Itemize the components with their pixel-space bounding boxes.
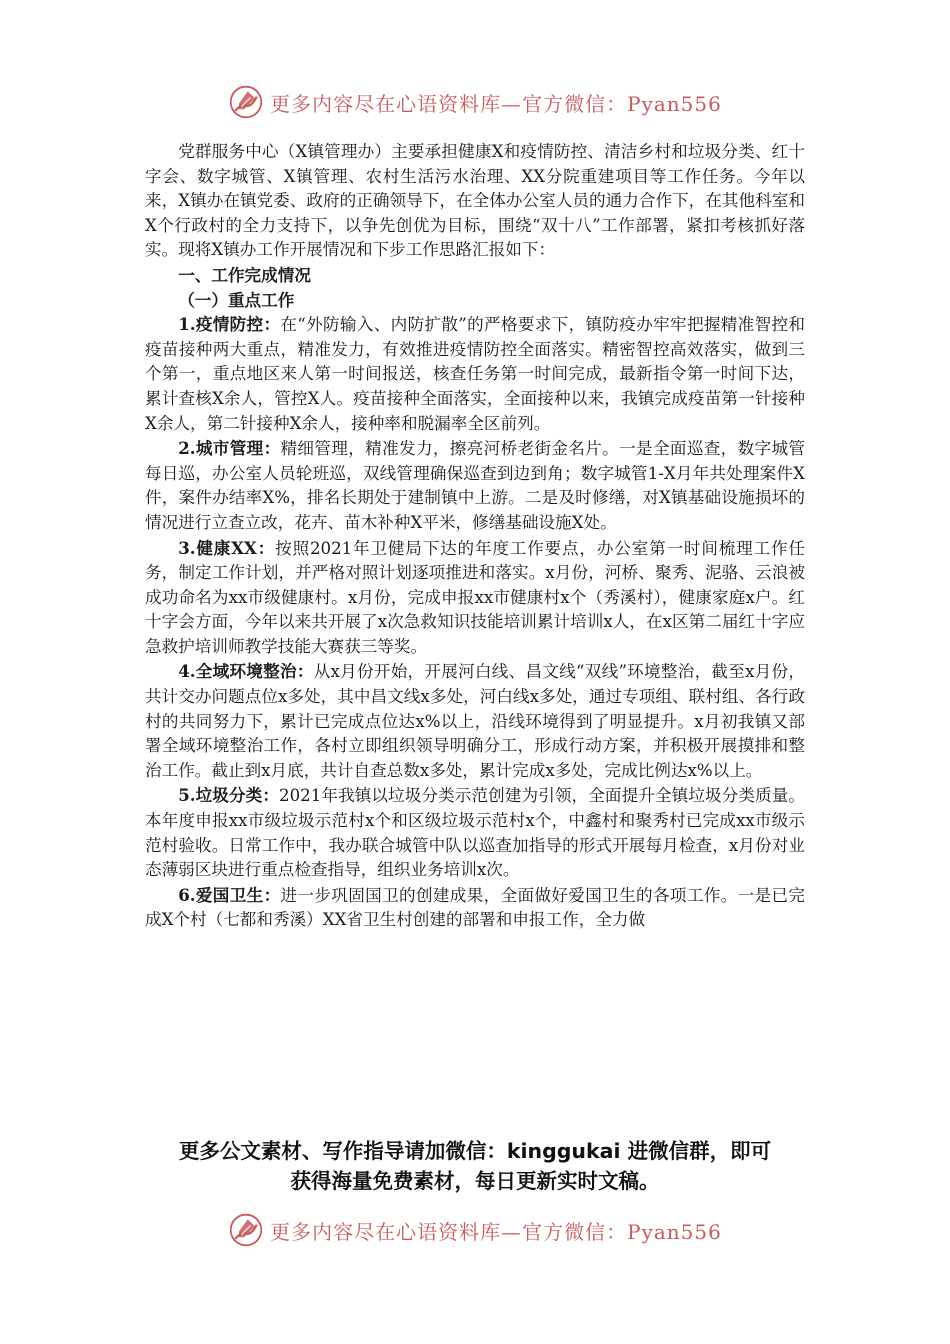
document-body: [145, 140, 805, 933]
item-text: 在“外防输入、内防扩散”的严格要求下，镇防疫办牢牢把握精准智控和疫苗接种两大重点，精准发力，有效推进疫情防控全面落实。精密智控高效落实，做到三个第一，重点地区来人第一时间报送，核查任务第一时间完成，最新指令第一时间下达，累计查核X余人，管控X人。疫苗接种全面落实，全面接种以来，我镇完成疫苗第一针接种X余人，第二针接种X余人，接种率和脱漏率全区前列。: [145, 315, 805, 433]
pen-logo-icon: [228, 1212, 264, 1248]
item-title: 1.疫情防控：: [178, 314, 281, 335]
item-text: 进一步巩固国卫的创建成果，全面做好爱国卫生的各项工作。一是已完成X个村（七都和秀溪）XX省卫生村创建的部署和申报工作，全力做: [145, 885, 805, 930]
item-text: 2021年我镇以垃圾分类示范创建为引领，全面提升全镇垃圾分类质量。本年度申报xx市级垃圾示范村x个和区级垃圾示范村x个，中鑫村和聚秀村已完成xx市级示范村验收。日常工作中，我办联合城管中队以巡查加指导的形式开展每月检查，x月份对业态薄弱区块进行重点检查指导，组织业务培训x次。: [145, 786, 805, 880]
section-heading: 一、工作完成情况: [178, 264, 311, 285]
pen-logo-icon: [228, 84, 264, 120]
item-paragraph: [145, 883, 805, 933]
item-paragraph: [145, 536, 805, 660]
item-paragraph: [145, 312, 805, 436]
promo-text: [0, 1136, 950, 1196]
intro-paragraph: 党群服务中心（X镇管理办）主要承担健康X和疫情防控、清洁乡村和垃圾分类、红十字会、数字城管、X镇管理、农村生活污水治理、XX分院重建项目等工作任务。今年以来，X镇办在镇党委、政府的正确领导下，在全体办公室人员的通力合作下，在其他科室和X个行政村的全力支持下，以争先创优为目标，围绕“双十八”工作部署，紧扣考核抓好落实。现将X镇办工作开展情况和下步工作思路汇报如下：: [145, 142, 805, 260]
banner-text: 更多内容尽在心语资料库—官方微信：Pyan556: [270, 1219, 722, 1244]
banner-text: 更多内容尽在心语资料库—官方微信：Pyan556: [270, 91, 722, 116]
item-paragraph: [145, 659, 805, 783]
item-text: 从x月份开始，开展河白线、昌文线“双线”环境整治，截至x月份，共计交办问题点位x多处，其中昌文线x多处，河白线x多处，通过专项组、联村组、各行政村的共同努力下，累计已完成点位达x%以上，沿线环境得到了明显提升。x月初我镇又部署全域环境整治工作，各村立即组织领导明确分工，形成行动方案，并积极开展摸排和整治工作。截止到x月底，共计自查总数x多处，累计完成x多处，完成比例达x%以上。: [145, 662, 806, 780]
subsection-heading: （一）重点工作: [178, 289, 295, 310]
header-banner: [0, 82, 950, 122]
item-title: 3.健康XX：: [178, 537, 276, 558]
item-title: 6.爱国卫生：: [178, 884, 281, 905]
item-text: 精细管理，精准发力，擦亮河桥老街金名片。一是全面巡查，数字城管每日巡，办公室人员轮班巡，双线管理确保巡查到边到角；数字城管1-X月年共处理案件X件，案件办结率X%，排名长期处于建制镇中上游。二是及时修缮，对X镇基础设施损坏的情况进行立查立改，花卉、苗木补种X平米，修缮基础设施X处。: [145, 439, 805, 532]
item-text: 按照2021年卫健局下达的年度工作要点，办公室第一时间梳理工作任务，制定工作计划，并严格对照计划逐项推进和落实。x月份，河桥、聚秀、泥骆、云浪被成功命名为xx市级健康村。x月份，完成申报xx市健康村x个（秀溪村），健康家庭x户。红十字会方面，今年以来共开展了x次急救知识技能培训累计培训x人，在x区第二届红十字应急救护培训师教学技能大赛获三等奖。: [145, 538, 805, 656]
promo-line-1: 更多公文素材、写作指导请加微信：kinggukai 进微信群，即可: [178, 1139, 772, 1163]
item-title: 2.城市管理：: [178, 438, 281, 459]
item-paragraph: [145, 436, 805, 535]
item-paragraph: [145, 783, 805, 882]
footer-banner: [0, 1210, 950, 1250]
item-title: 5.垃圾分类：: [178, 785, 280, 806]
promo-line-2: 获得海量免费素材，每日更新实时文稿。: [290, 1169, 660, 1193]
item-title: 4.全域环境整治：: [178, 661, 314, 682]
